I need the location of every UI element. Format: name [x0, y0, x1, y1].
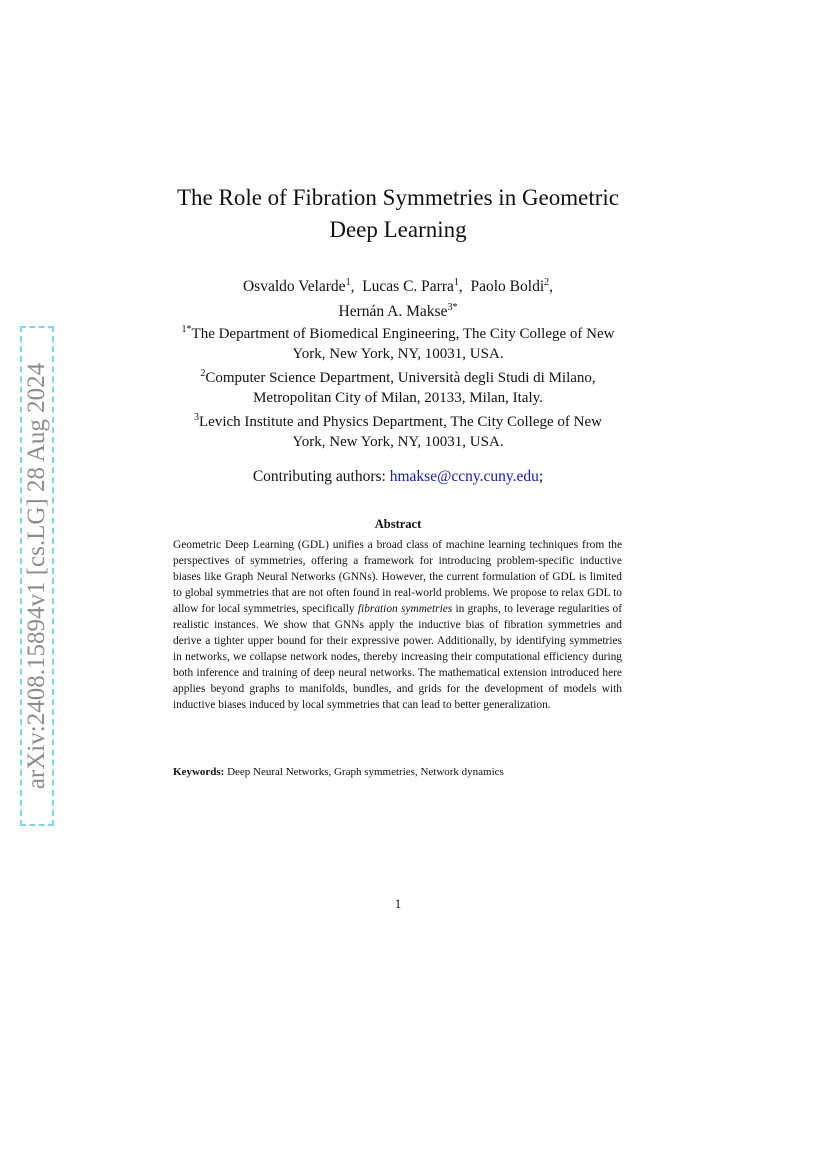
author-affil-marker: 1: [453, 277, 459, 288]
affiliation-line: The Department of Biomedical Engineering, The City College of New: [191, 326, 615, 342]
contributing-authors: [0, 467, 796, 487]
author-name: Hernán A. Makse: [338, 303, 448, 320]
affiliation-item: [0, 408, 796, 452]
author-name: Osvaldo Velarde: [242, 278, 346, 295]
affiliation-line: York, New York, NY, 10031, USA.: [292, 433, 504, 450]
author-affil-marker: 1: [345, 277, 351, 288]
affiliation-marker: 1*: [181, 324, 192, 335]
abstract-emphasis: fibration symmetries: [357, 603, 453, 615]
contributing-label: Contributing authors:: [252, 468, 390, 485]
keywords: [173, 764, 622, 780]
author-name: Lucas C. Parra: [362, 278, 454, 295]
keywords-label: Keywords:: [173, 766, 225, 778]
abstract-body: [173, 537, 622, 713]
affiliation-marker: 2: [200, 368, 206, 379]
paper-title: [0, 182, 796, 246]
author-name: Paolo Boldi: [470, 278, 545, 295]
abstract-text: in graphs, to leverage regularities of realistic instances. We show that GNNs apply the inductive bias of fibration symmetries and derive a tighter upper bound for their expressive power. Additionally, by identifying symmetries in networks, we collapse network nodes, thereby increasing their computational efficiency during both inference and training of deep neural networks. The mathematical extension introduced here applies beyond graphs to manifolds, bundles, and grids for the development of models with inductive biases induced by local symmetries that can lead to better generalization.: [173, 603, 622, 711]
abstract-text: Geometric Deep Learning (GDL) unifies a broad class of machine learning techniques from the perspectives of symmetries, offering a framework for introducing problem-specific inductive biases like Graph Neural Networks (GNNs). However, the current formulation of GDL is limited to global symmetries that are not often found in real-world problems. We propose to relax GDL to allow for local symmetries, specifically: [173, 539, 622, 615]
title-line-2: Deep Learning: [329, 217, 467, 242]
contributing-suffix: ;: [538, 468, 544, 485]
page-number: 1: [394, 896, 402, 911]
affiliation-line: York, New York, NY, 10031, USA.: [292, 345, 504, 362]
email-link[interactable]: hmakse@ccny.cuny.edu: [389, 468, 539, 485]
affiliation-line: Levich Institute and Physics Department, The City College of New: [199, 414, 602, 430]
affiliation-line: Computer Science Department, Università degli Studi di Milano,: [205, 370, 596, 386]
author-list: [0, 272, 796, 322]
author-affil-marker: 2: [544, 277, 550, 288]
affiliation-marker: 3: [194, 412, 199, 423]
authors-line-2: [0, 297, 796, 322]
affiliation-line: Metropolitan City of Milan, 20133, Milan, Italy.: [253, 389, 543, 406]
arxiv-identifier[interactable]: arXiv:2408.15894v1 [cs.LG] 28 Aug 2024: [23, 362, 50, 790]
author-affil-marker: 3*: [447, 302, 458, 313]
keywords-text: Deep Neural Networks, Graph symmetries, Network dynamics: [224, 766, 504, 778]
affiliation-item: [0, 320, 796, 364]
authors-line-1: Osvaldo Velarde$^1$, Lucas C. Parra$^1$, Paolo Boldi$^2$,: [242, 277, 554, 295]
abstract-heading: Abstract: [374, 517, 422, 531]
affiliations: [0, 320, 796, 452]
affiliation-item: [0, 364, 796, 408]
title-line-1: The Role of Fibration Symmetries in Geometric: [176, 185, 620, 210]
